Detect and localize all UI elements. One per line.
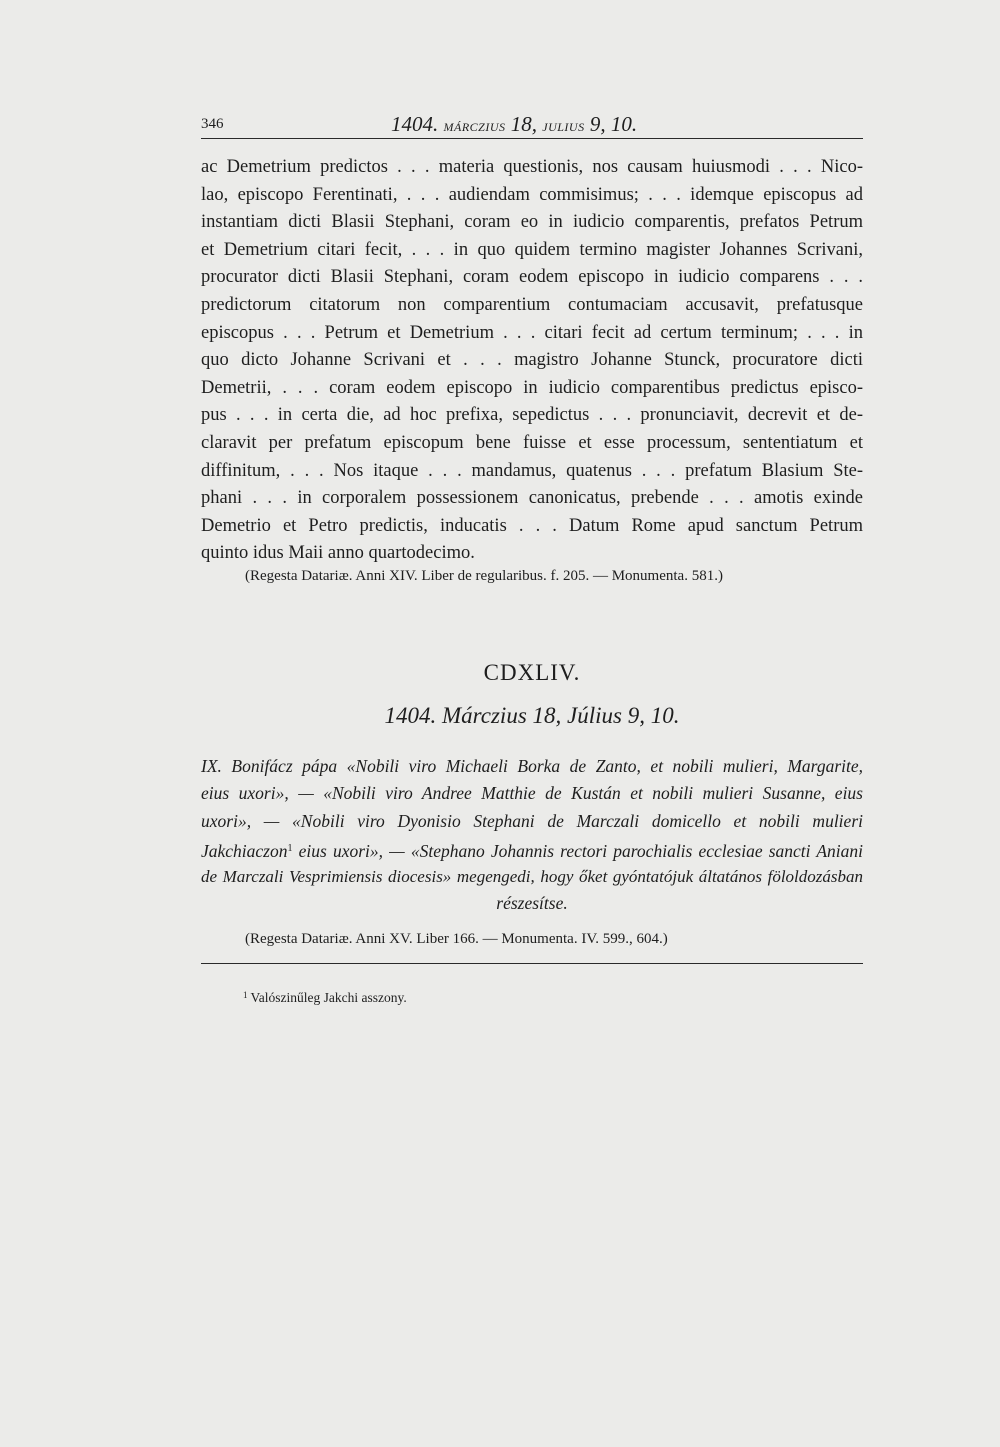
running-head-month: MÁRCZIUS [443,120,506,134]
text-line: claravit per prefatum episcopum bene fuisse et esse processum, sententiatum et [201,432,863,453]
regest-line: de Marczali Vesprimiensis diocesis» megengedi, hogy őket gyóntatójuk áltatános föloldozásban [201,866,863,886]
regest-line: eius uxori», — «Nobili viro Andree Matthie de Kustán et nobili mulieri Susanne, eius [201,783,863,804]
regest-line [201,835,863,862]
text-line: quo dicto Johanne Scrivani et . . . magistro Johanne Stunck, procuratore dicti [201,350,863,371]
regest-line: uxori», — «Nobili viro Dyonisio Stephani de Marczali domicello et nobili mulieri [201,810,863,831]
running-head-month2: JULIUS [542,120,585,134]
text-line: Demetrio et Petro predictis, inducatis . . . Datum Rome apud sanctum Petrum [201,515,863,536]
footnote [243,990,407,1006]
footnote-reference[interactable]: 1 [287,843,293,855]
running-head-days2: 9, 10. [589,112,638,136]
running-head-year: 1404. [391,112,439,136]
footnote-divider [201,963,863,964]
regest-line-part: eius uxori», — «Stephano Johannis rectori parochialis ecclesiae sancti Aniani [298,841,864,862]
document-number: CDXLIV. [483,660,581,685]
document-date: 1404. Márczius 18, Július 9, 10. [384,703,680,728]
text-line: instantiam dicti Blasii Stephani, coram eo in iudicio comparentis, prefatos Petrum [201,212,863,233]
document-source: (Regesta Datariæ. Anni XV. Liber 166. — Monumenta. IV. 599., 604.) [245,931,668,947]
regest-line: részesítse. [496,892,568,913]
footnote-marker: 1 [243,990,248,1000]
text-line: phani . . . in corporalem possessionem canonicatus, prebende . . . amotis exinde [201,488,863,509]
previous-document-source: (Regesta Datariæ. Anni XIV. Liber de regularibus. f. 205. — Monumenta. 581.) [245,568,723,584]
running-head-day: 18, [510,112,537,136]
text-line: diffinitum, . . . Nos itaque . . . mandamus, quatenus . . . prefatum Blasium Ste- [201,460,863,481]
text-line: episcopus . . . Petrum et Demetrium . . . citari fecit ad certum terminum; . . . in [201,322,863,343]
text-line: quinto idus Maii anno quartodecimo. [201,543,475,564]
text-line: ac Demetrium predictos . . . materia questionis, nos causam huiusmodi . . . Nico- [201,157,863,177]
text-line: Demetrii, . . . coram eodem episcopo in iudicio comparentibus predictus episco- [201,377,863,398]
page-number: 346 [201,116,224,132]
regest-line: IX. Bonifácz pápa «Nobili viro Michaeli Borka de Zanto, et nobili mulieri, Margarite, [201,756,863,776]
footnote-text: Valószinűleg Jakchi asszony. [250,990,407,1005]
text-line: predictorum citatorum non comparentium contumaciam accusavit, prefatusque [201,294,863,315]
text-line: pus . . . in certa die, ad hoc prefixa, sepedictus . . . pronunciavit, decrevit et de- [201,405,863,426]
running-head-date [391,112,637,137]
regest-line-part: Jakchiaczon [201,841,288,862]
text-line: procurator dicti Blasii Stephani, coram eodem episcopo in iudicio comparens . . . [201,267,863,288]
text-line: et Demetrium citari fecit, . . . in quo quidem termino magister Johannes Scrivani, [201,239,863,260]
document-regest [201,753,863,917]
text-line: lao, episcopo Ferentinati, . . . audiendam commisimus; . . . idemque episcopus ad [201,184,863,205]
previous-document-text [201,154,863,568]
running-head [201,112,863,139]
